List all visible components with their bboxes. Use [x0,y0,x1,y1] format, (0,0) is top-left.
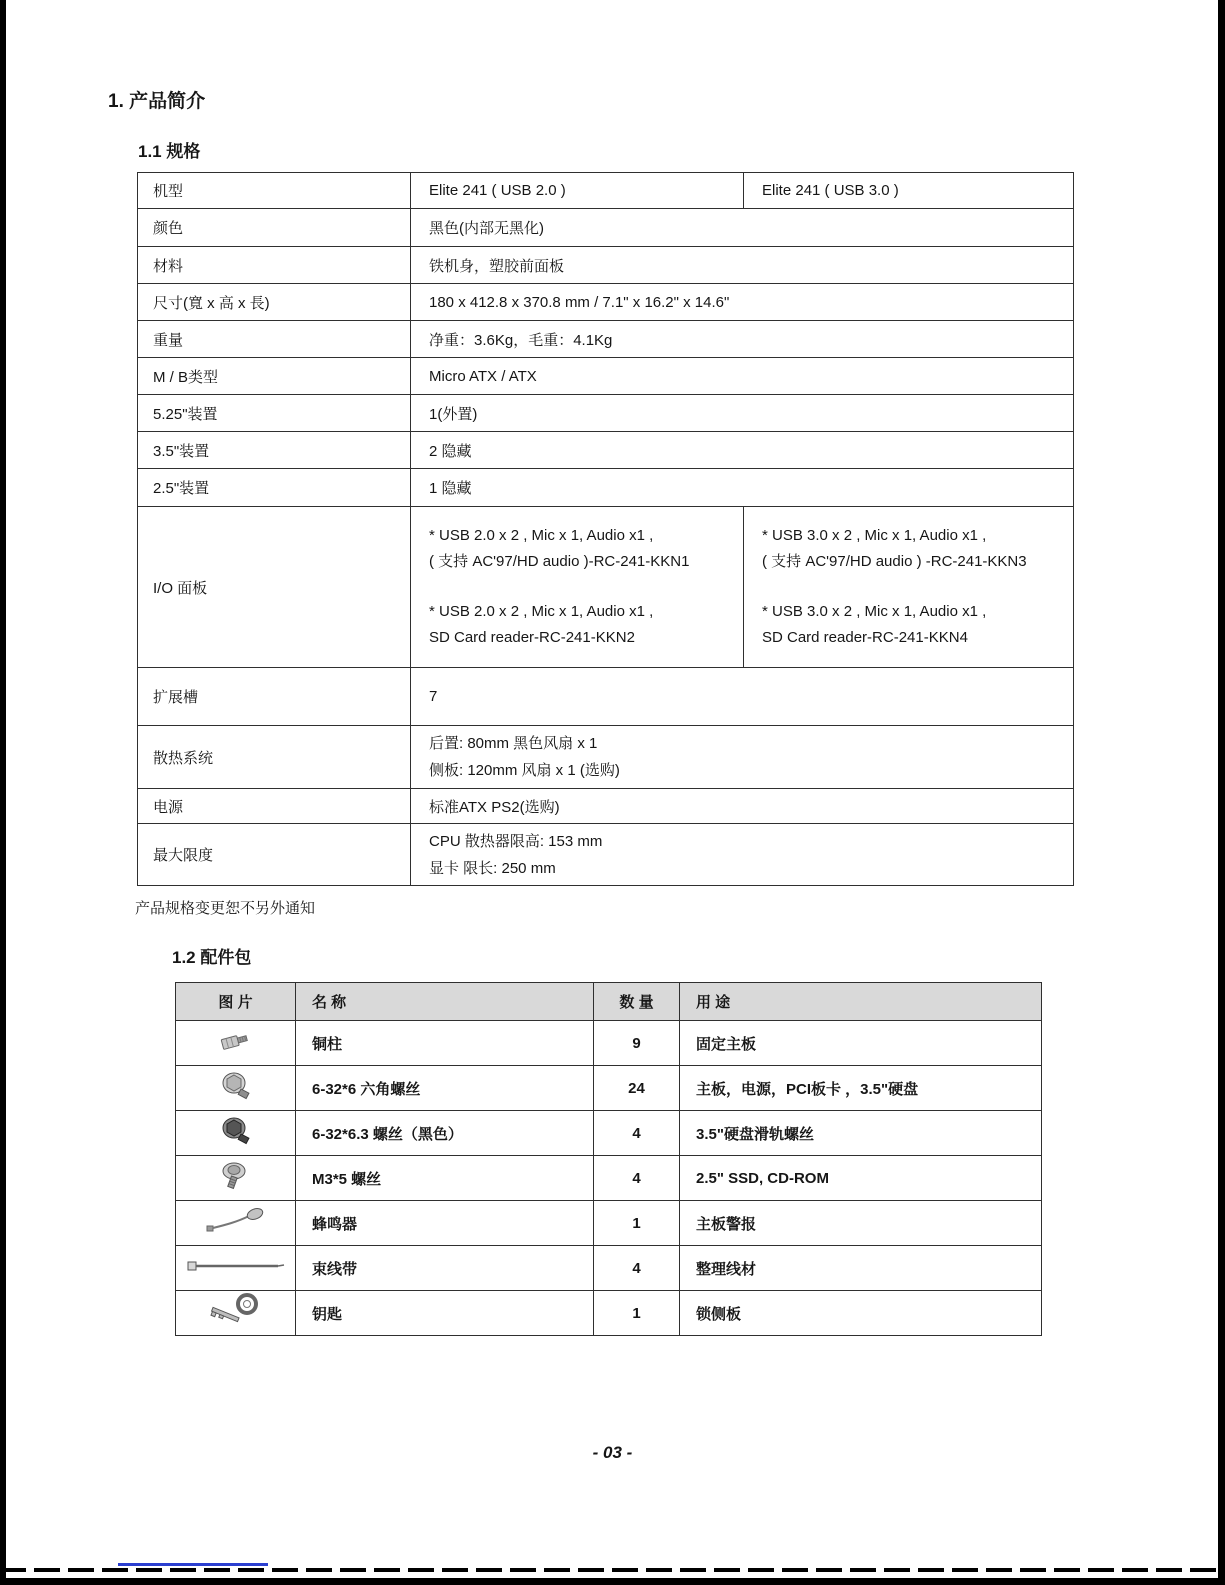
io-spec-line: * USB 2.0 x 2 , Mic x 1, Audio x1 , [429,603,654,620]
accessory-use: 2.5" SSD, CD-ROM [680,1156,1042,1201]
accessory-qty: 4 [594,1111,680,1156]
spec-table [137,172,1074,886]
limit-line-cpu: CPU 散热器限高: 153 mm [429,832,603,850]
spec-value: Elite 241 ( USB 3.0 ) [744,173,1074,209]
spec-row-material [138,247,1074,284]
spec-change-note: 产品规格变更恕不另外通知 [135,900,316,917]
accessory-use: 整理线材 [680,1246,1042,1291]
accessory-row [176,1066,1042,1111]
spec-label: 最大限度 [138,824,411,886]
accessory-table [175,982,1042,1336]
spec-value: 黑色(内部无黑化) [411,209,1074,247]
spec-row-color [138,209,1074,247]
accessory-qty: 1 [594,1291,680,1336]
scan-artifact-blue-line [118,1563,268,1566]
header-picture: 图 片 [176,983,296,1021]
spec-label: 3.5"装置 [138,432,411,469]
accessory-row [176,1201,1042,1246]
cooling-line-rear: 后置: 80mm 黑色风扇 x 1 [429,735,598,752]
spec-row-psu [138,789,1074,824]
accessory-name: M3*5 螺丝 [296,1156,594,1201]
spec-row-cooling [138,726,1074,789]
accessory-row [176,1021,1042,1066]
spec-value: 7 [411,668,1074,726]
accessory-use: 主板，电源，PCI板卡 ，3.5"硬盘 [680,1066,1042,1111]
io-spec-line: ( 支持 AC'97/HD audio ) -RC-241-KKN3 [762,553,1027,570]
section-1-2-heading: 1.2 配件包 [172,948,252,967]
accessory-header-row [176,983,1042,1021]
spec-label: 扩展槽 [138,668,411,726]
spec-value [411,824,1074,886]
section-1-1-heading: 1.1 规格 [138,142,201,161]
accessory-name: 铜柱 [296,1021,594,1066]
accessory-name: 6-32*6.3 螺丝（黑色） [296,1111,594,1156]
spec-value: 1 隐藏 [411,469,1074,507]
cooling-line-side: 侧板: 120mm 风扇 x 1 (选购) [429,762,620,779]
spec-value: 铁机身，塑胶前面板 [411,247,1074,284]
spec-value: 净重：3.6Kg，毛重：4.1Kg [411,321,1074,358]
accessory-qty: 24 [594,1066,680,1111]
accessory-name: 6-32*6 六角螺丝 [296,1066,594,1111]
spec-row-weight [138,321,1074,358]
spec-label: 散热系统 [138,726,411,789]
accessory-qty: 4 [594,1246,680,1291]
io-spec-line: * USB 3.0 x 2 , Mic x 1, Audio x1 , [762,603,987,620]
accessory-use: 锁侧板 [680,1291,1042,1336]
spec-row-35-bay [138,432,1074,469]
spec-row-25-bay [138,469,1074,507]
spec-label: 5.25"装置 [138,395,411,432]
spec-value: Micro ATX / ATX [411,358,1074,395]
io-spec-line: SD Card reader-RC-241-KKN2 [429,629,635,646]
spec-label: 重量 [138,321,411,358]
spec-label: 材料 [138,247,411,284]
spec-value: 标准ATX PS2(选购) [411,789,1074,824]
header-name: 名 称 [296,983,594,1021]
spec-row-expansion-slots [138,668,1074,726]
accessory-use: 固定主板 [680,1021,1042,1066]
accessory-use: 主板警报 [680,1201,1042,1246]
spec-value: 180 x 412.8 x 370.8 mm / 7.1" x 16.2" x 14.6" [411,284,1074,321]
black-screw-icon [218,1115,254,1147]
spec-value: 2 隐藏 [411,432,1074,469]
scan-edge-right [1218,0,1225,1585]
io-spec-line: ( 支持 AC'97/HD audio )-RC-241-KKN1 [429,553,690,570]
spec-value [411,726,1074,789]
spec-table-wrap [137,172,1074,886]
spec-value: 1(外置) [411,395,1074,432]
accessory-name: 束线带 [296,1246,594,1291]
spec-label: 电源 [138,789,411,824]
standoff-icon [216,1028,256,1054]
header-quantity: 数 量 [594,983,680,1021]
spec-row-model [138,173,1074,209]
scan-edge-bottom [0,1578,1225,1585]
io-spec-line: * USB 3.0 x 2 , Mic x 1, Audio x1 , [762,527,987,544]
accessory-name: 蜂鸣器 [296,1201,594,1246]
spec-row-525-bay [138,395,1074,432]
spec-label: 尺寸(寬 x 高 x 長) [138,284,411,321]
spec-row-io-panel [138,507,1074,668]
page-number: - 03 - [592,1443,633,1462]
spec-label: M / B类型 [138,358,411,395]
io-spec-line: * USB 2.0 x 2 , Mic x 1, Audio x1 , [429,527,654,544]
spec-row-mb-type [138,358,1074,395]
key-icon [207,1292,265,1330]
accessory-qty: 1 [594,1201,680,1246]
accessory-use: 3.5"硬盘滑轨螺丝 [680,1111,1042,1156]
spec-io-usb2 [411,507,744,668]
spec-label: 颜色 [138,209,411,247]
spec-io-usb3 [744,507,1074,668]
spec-label: 机型 [138,173,411,209]
hex-screw-icon [218,1070,254,1102]
accessory-row [176,1111,1042,1156]
cable-tie-icon [186,1257,286,1275]
scan-edge-left [0,0,6,1585]
scan-artifact-dashed-line [0,1568,1225,1572]
accessory-qty: 9 [594,1021,680,1066]
accessory-table-wrap [175,982,1042,1336]
spec-value: Elite 241 ( USB 2.0 ) [411,173,744,209]
accessory-name: 钥匙 [296,1291,594,1336]
buzzer-icon [205,1207,267,1235]
header-usage: 用 途 [680,983,1042,1021]
spec-label: 2.5"装置 [138,469,411,507]
accessory-row [176,1246,1042,1291]
section-1-heading: 1. 产品简介 [108,91,206,112]
accessory-row [176,1156,1042,1201]
limit-line-gpu: 显卡 限长: 250 mm [429,859,556,877]
spec-label: I/O 面板 [138,507,411,668]
spec-row-max-limits [138,824,1074,886]
accessory-row [176,1291,1042,1336]
spec-row-dimensions [138,284,1074,321]
io-spec-line: SD Card reader-RC-241-KKN4 [762,629,968,646]
round-screw-icon [219,1160,253,1192]
accessory-qty: 4 [594,1156,680,1201]
